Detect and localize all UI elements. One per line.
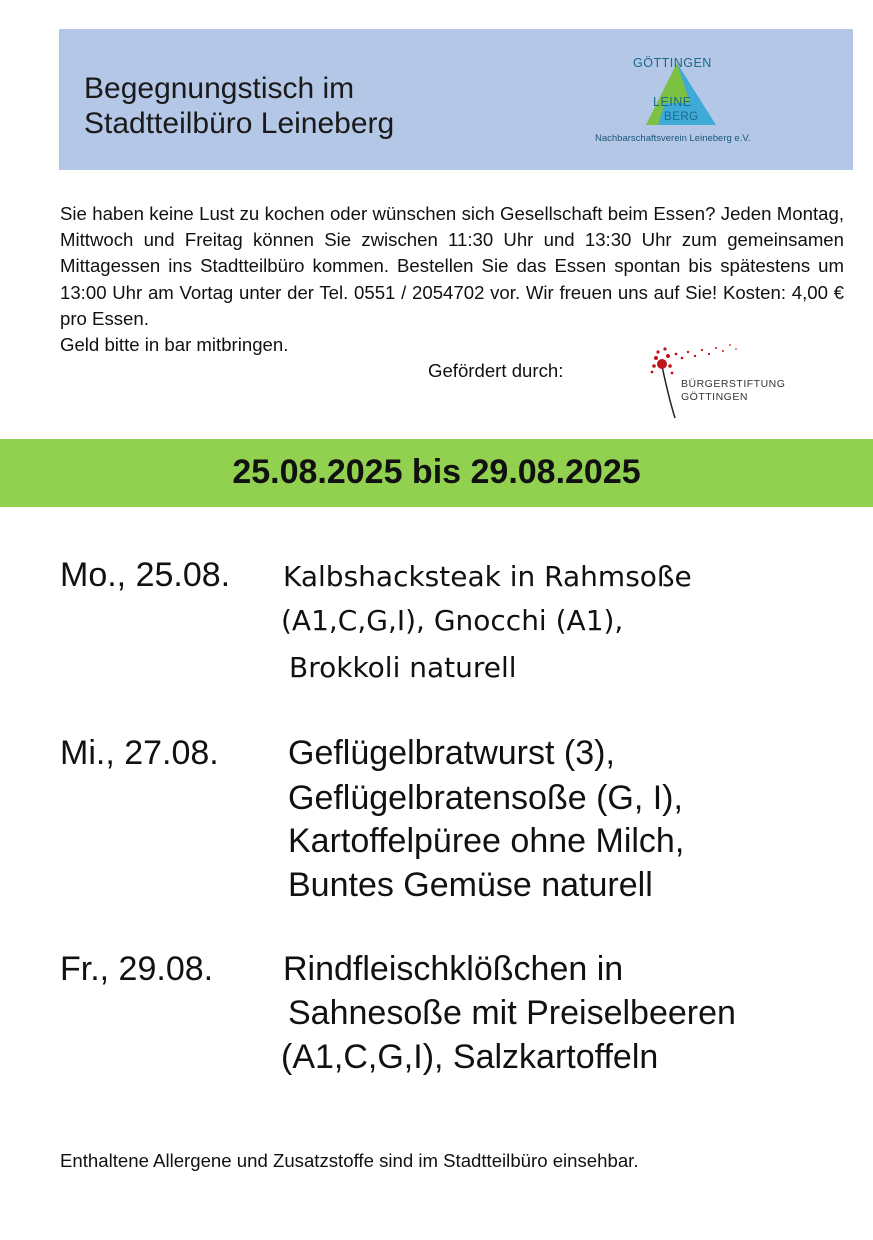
menu-dish-line: Buntes Gemüse naturell: [288, 866, 653, 904]
sponsor-logo-line-1: BÜRGERSTIFTUNG: [681, 378, 786, 390]
menu-dish-line: Kalbshacksteak in Rahmsoße: [283, 560, 692, 593]
logo-caption: Nachbarschaftsverein Leineberg e.V.: [595, 133, 751, 144]
menu-dish-line: Kartoffelpüree ohne Milch,: [288, 822, 685, 860]
leineberg-logo: [589, 51, 779, 151]
buergerstiftung-logo: [648, 340, 788, 420]
title-line-2: Stadtteilbüro Leineberg: [84, 107, 395, 140]
menu-dish-line: Geflügelbratwurst (3),: [288, 734, 615, 772]
logo-text-goettingen: GÖTTINGEN: [633, 56, 712, 70]
date-range: 25.08.2025 bis 29.08.2025: [232, 453, 641, 491]
date-range-band: [0, 439, 873, 507]
menu-day-label: Mo., 25.08.: [60, 556, 231, 594]
title-line-1: Begegnungstisch im: [84, 72, 355, 105]
intro-text: Sie haben keine Lust zu kochen oder wünschen sich Gesellschaft beim Essen? Jeden Montag, Mittwoch und Freitag können Sie zwischen 11:30 Uhr und 13:30 Uhr zum gemeinsamen Mittagessen ins Stadtteilbüro kommen. Bestellen Sie das Essen spontan bis spätestens um 13:00 Uhr am Vortag unter der Tel. 0551 / 2054702 vor. Wir freuen uns auf Sie! Kosten: 4,00 € pro Essen.: [60, 203, 844, 329]
menu-dish-line: Sahnesoße mit Preiselbeeren: [288, 994, 736, 1032]
menu-day-label: Fr., 29.08.: [60, 950, 214, 988]
intro-last-line: Geld bitte in bar mitbringen.: [60, 334, 289, 356]
sponsor-label: Gefördert durch:: [428, 360, 564, 381]
menu-day-label: Mi., 27.08.: [60, 734, 219, 772]
menu-dish-line: Geflügelbratensoße (G, I),: [288, 779, 683, 817]
menu-dish-line: Rindfleischklößchen in: [283, 950, 624, 988]
intro-paragraph: [60, 201, 844, 358]
page-title: [84, 71, 394, 141]
logo-text-berg: BERG: [664, 111, 699, 123]
sponsor-logo-line-2: GÖTTINGEN: [681, 391, 748, 403]
menu-dish-line: Brokkoli naturell: [289, 651, 517, 684]
allergen-note: Enthaltene Allergene und Zusatzstoffe sind im Stadtteilbüro einsehbar.: [60, 1150, 639, 1171]
header-banner: [59, 29, 853, 170]
menu-dish-line: (A1,C,G,I), Gnocchi (A1),: [281, 604, 624, 637]
logo-text-leine: LEINE: [653, 95, 692, 109]
menu-dish-line: (A1,C,G,I), Salzkartoffeln: [281, 1038, 659, 1076]
